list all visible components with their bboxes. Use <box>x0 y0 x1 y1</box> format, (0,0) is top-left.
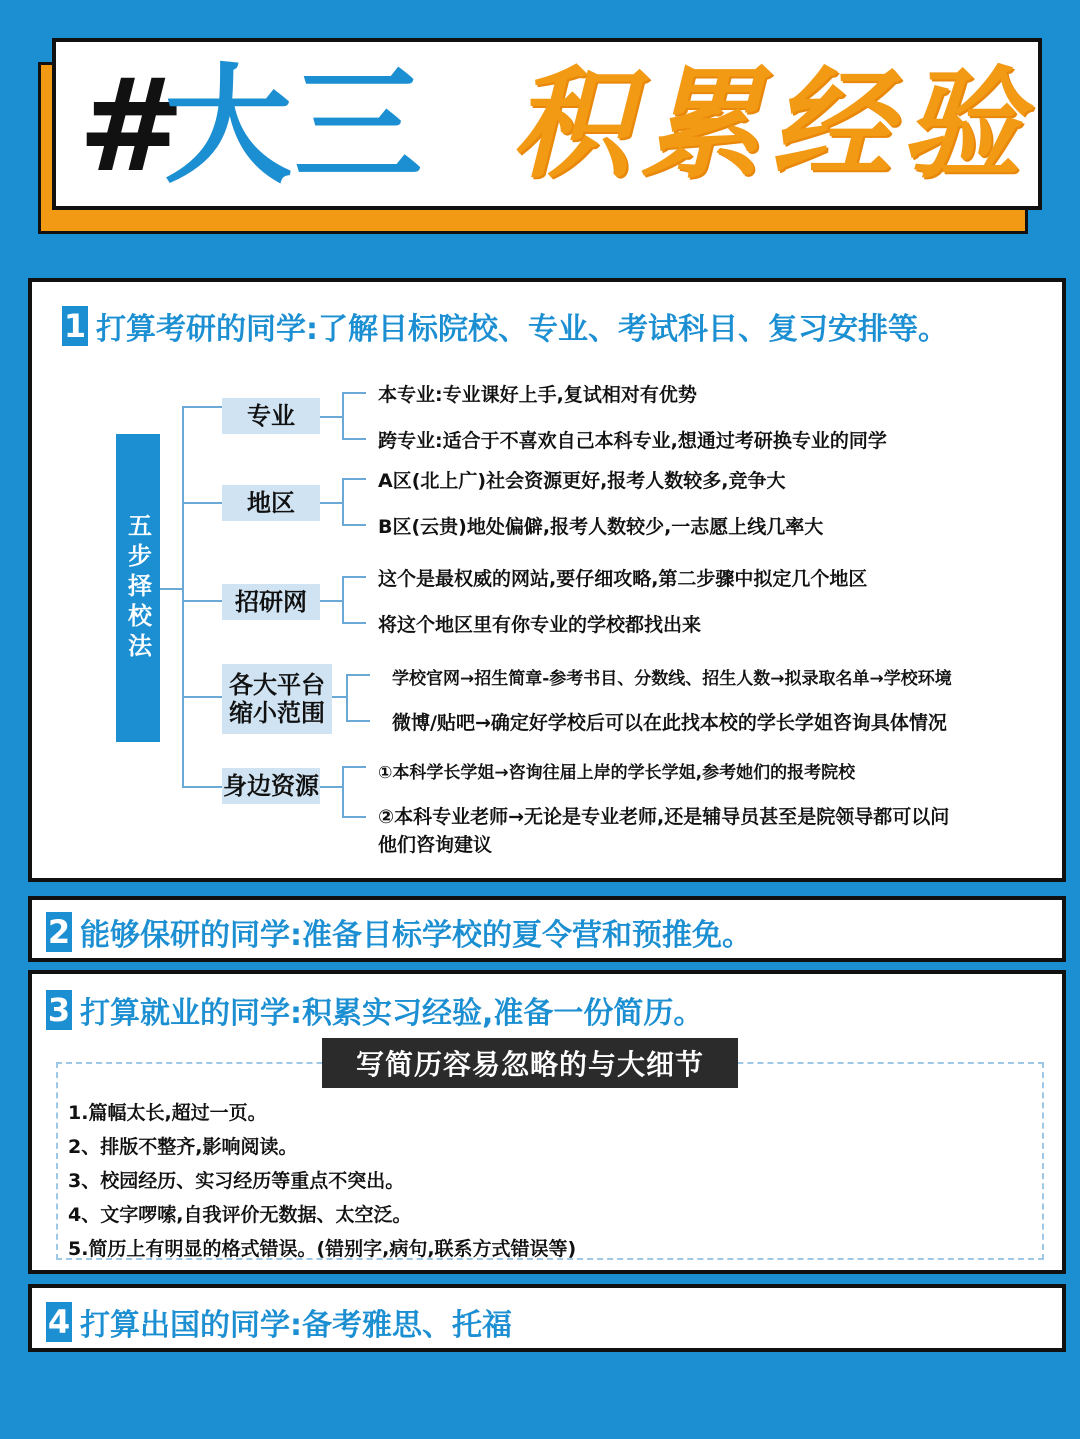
section-1-title <box>62 304 948 348</box>
resume-tip: 2、排版不整齐,影响阅读。 <box>68 1136 298 1158</box>
connector <box>342 478 366 480</box>
connector <box>182 786 222 788</box>
connector <box>320 600 342 602</box>
connector <box>182 406 184 788</box>
section-1-number: 1 <box>63 307 87 345</box>
section-4-heading: 打算出国的同学:备考雅思、托福 <box>80 1308 512 1343</box>
header-banner <box>52 38 1042 210</box>
resume-tip: 1.篇幅太长,超过一页。 <box>68 1102 267 1124</box>
resume-tip: 4、文字啰嗦,自我评价无数据、太空泛。 <box>68 1204 412 1226</box>
branch-major: 专业 <box>222 398 320 434</box>
branch-region: 地区 <box>222 485 320 521</box>
connector <box>346 720 370 722</box>
mindmap-root: 五步择校法 <box>116 434 160 742</box>
leaf-site-find: 将这个地区里有你专业的学校都找出来 <box>378 614 702 636</box>
connector <box>342 524 366 526</box>
section-1-card <box>28 278 1066 882</box>
connector <box>342 438 366 440</box>
connector <box>342 766 366 768</box>
connector <box>182 696 222 698</box>
leaf-platform-official: 学校官网→招生简章-参考书目、分数线、招生人数→拟录取名单→学校环境 <box>392 669 952 689</box>
connector <box>182 406 222 408</box>
resume-tip: 3、校园经历、实习经历等重点不突出。 <box>68 1170 405 1192</box>
leaf-resource-teachers: ②本科专业老师→无论是专业老师,还是辅导员甚至是院领导都可以问 <box>378 806 950 828</box>
section-4-number: 4 <box>47 1303 71 1341</box>
section-3-heading: 打算就业的同学:积累实习经验,准备一份简历。 <box>80 996 704 1031</box>
leaf-region-a: A区(北上广)社会资源更好,报考人数较多,竞争大 <box>378 470 786 492</box>
connector <box>320 416 342 418</box>
connector <box>320 502 342 504</box>
section-4-card <box>28 1284 1066 1352</box>
connector <box>346 674 370 676</box>
section-2-heading: 能够保研的同学:准备目标学校的夏令营和预推免。 <box>80 918 752 953</box>
leaf-resource-teachers-cont: 他们咨询建议 <box>378 834 493 856</box>
connector <box>346 674 348 720</box>
connector <box>182 502 222 504</box>
leaf-platform-weibo: 微博/贴吧→确定好学校后可以在此找本校的学长学姐咨询具体情况 <box>392 712 947 734</box>
resume-tips-title: 写简历容易忽略的与大细节 <box>322 1038 738 1088</box>
resume-tips-box <box>56 1062 1044 1260</box>
connector <box>320 786 342 788</box>
connector <box>342 576 366 578</box>
leaf-region-b: B区(云贵)地处偏僻,报考人数较少,一志愿上线几率大 <box>378 516 824 538</box>
header-hash: # <box>78 52 186 201</box>
header-grade: 大三 <box>164 52 425 201</box>
section-1-heading: 打算考研的同学:了解目标院校、专业、考试科目、复习安排等。 <box>96 312 948 347</box>
resume-tip: 5.简历上有明显的格式错误。(错别字,病句,联系方式错误等) <box>68 1238 577 1260</box>
leaf-site-authority: 这个是最权威的网站,要仔细攻略,第二步骤中拟定几个地区 <box>378 568 868 590</box>
connector <box>342 816 366 818</box>
leaf-resource-seniors: ①本科学长学姐→咨询往届上岸的学长学姐,参考她们的报考院校 <box>378 763 856 783</box>
section-3-card <box>28 970 1066 1274</box>
header-slogan: 积累经验 <box>511 54 1031 195</box>
section-2-title <box>46 910 752 954</box>
section-3-number: 3 <box>47 991 71 1029</box>
connector <box>160 588 182 590</box>
branch-resources: 身边资源 <box>222 768 320 804</box>
section-3-title <box>46 988 703 1032</box>
connector <box>342 392 366 394</box>
connector <box>342 576 344 622</box>
section-2-card <box>28 896 1066 962</box>
branch-admission-site: 招研网 <box>222 584 320 620</box>
connector <box>332 696 346 698</box>
connector <box>182 600 222 602</box>
leaf-major-cross: 跨专业:适合于不喜欢自己本科专业,想通过考研换专业的同学 <box>378 430 887 452</box>
connector <box>342 478 344 524</box>
connector <box>342 766 344 816</box>
connector <box>342 392 344 438</box>
connector <box>342 622 366 624</box>
branch-platforms: 各大平台缩小范围 <box>222 664 332 734</box>
leaf-major-same: 本专业:专业课好上手,复试相对有优势 <box>378 384 697 406</box>
section-2-number: 2 <box>47 913 71 951</box>
section-4-title <box>46 1300 512 1344</box>
